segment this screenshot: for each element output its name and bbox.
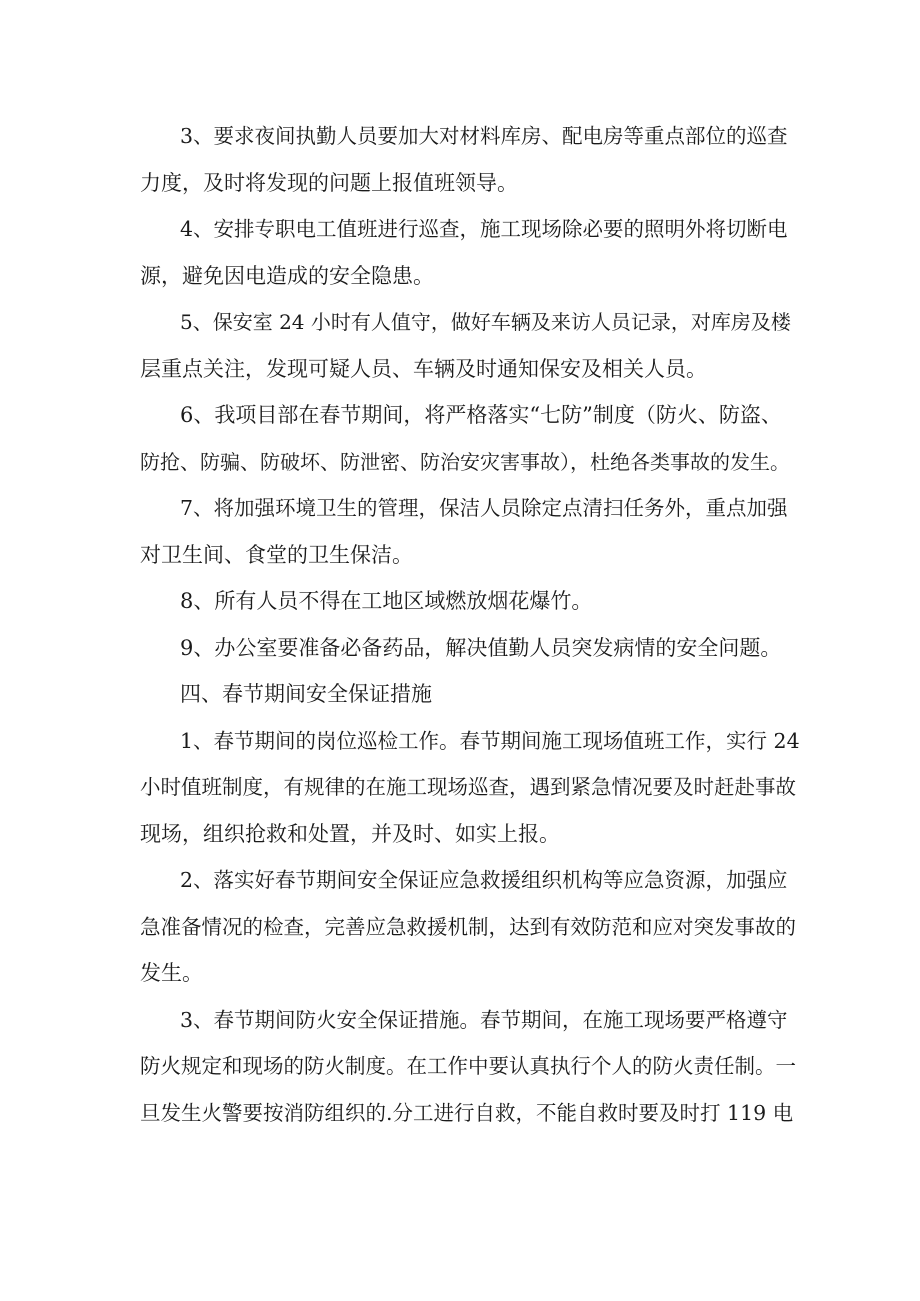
document-body — [140, 113, 800, 1136]
paragraph-line: 源，避免因电造成的安全隐患。 — [140, 263, 434, 288]
paragraph-line: 8、所有人员不得在工地区域燃放烟花爆竹。 — [180, 589, 593, 613]
paragraph-line: 4、安排专职电工值班进行巡查，施工现场除必要的照明外将切断电 — [180, 217, 788, 241]
paragraph-line: 层重点关注，发现可疑人员、车辆及时通知保安及相关人员。 — [140, 356, 707, 381]
section-heading: 四、春节期间安全保证措施 — [180, 682, 432, 706]
paragraph-line: 现场，组织抢救和处置，并及时、如实上报。 — [140, 821, 560, 846]
paragraph-line: 对卫生间、食堂的卫生保洁。 — [140, 542, 413, 567]
paragraph-line: 防抢、防骗、防破坏、防泄密、防治安灾害事故），杜绝各类事故的发生。 — [140, 449, 790, 474]
paragraph-line: 急准备情况的检查，完善应急救援机制，达到有效防范和应对突发事故的 — [140, 914, 796, 939]
paragraph-line: 力度，及时将发现的问题上报值班领导。 — [140, 170, 518, 195]
paragraph-line: 旦发生火警要按消防组织的.分工进行自救，不能自救时要及时打 119 电 — [140, 1100, 794, 1125]
paragraph-line: 2、落实好春节期间安全保证应急救援组织机构等应急资源，加强应 — [180, 868, 788, 892]
paragraph-line: 发生。 — [140, 961, 203, 985]
paragraph-line: 防火规定和现场的防火制度。在工作中要认真执行个人的防火责任制。一 — [140, 1054, 796, 1078]
paragraph-line: 3、要求夜间执勤人员要加大对材料库房、配电房等重点部位的巡查 — [180, 124, 788, 148]
paragraph-line: 9、办公室要准备必备药品，解决值勤人员突发病情的安全问题。 — [180, 635, 782, 660]
paragraph-line: 小时值班制度，有规律的在施工现场巡查，遇到紧急情况要及时赶赴事故 — [140, 775, 796, 799]
paragraph-line: 7、将加强环境卫生的管理，保洁人员除定点清扫任务外，重点加强 — [180, 496, 788, 520]
paragraph-line: 6、我项目部在春节期间，将严格落实“七防”制度（防火、防盗、 — [180, 403, 782, 427]
paragraph-line: 3、春节期间防火安全保证措施。春节期间，在施工现场要严格遵守 — [180, 1007, 788, 1032]
paragraph-line: 1、春节期间的岗位巡检工作。春节期间施工现场值班工作，实行 24 — [180, 728, 800, 753]
paragraph-line: 5、保安室 24 小时有人值守，做好车辆及来访人员记录，对库房及楼 — [180, 310, 791, 334]
